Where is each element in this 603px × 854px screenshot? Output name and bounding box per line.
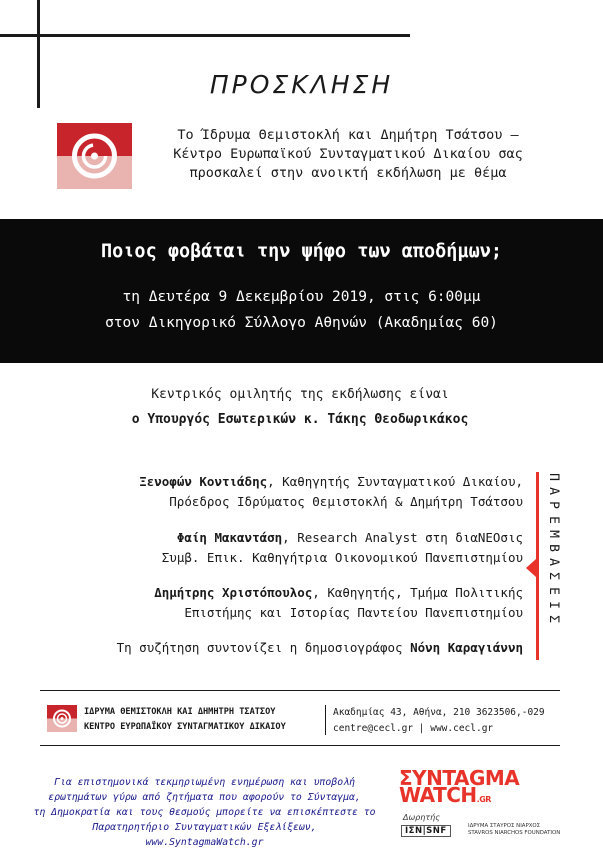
moderator-name: Νόνη Καραγιάννη (410, 640, 523, 655)
panel-label-letter: Β (546, 544, 562, 553)
footer-divider (325, 705, 326, 735)
donor-label: Δωρητής (403, 813, 440, 822)
panel-label-letter: Ι (546, 601, 562, 609)
intro-text (138, 126, 558, 183)
intro-line-1: Το Ίδρυμα Θεμιστοκλή και Δημήτρη Τσάτσου – (177, 127, 519, 143)
panel-label-letter: Α (546, 558, 562, 567)
panelist-name: Φαίη Μακαντάση (176, 530, 283, 545)
event-heading: Ποιος φοβάται την ψήφο των αποδήμων; (101, 241, 502, 262)
panel-label-letter: Ρ (546, 501, 562, 510)
note-line-2: ερωτημάτων γύρω από ζητήματα που αφορούν το Σύνταγμα, (48, 792, 361, 803)
snf-name (468, 823, 560, 837)
keynote-speaker: ο Υπουργός Εσωτερικών κ. Τάκης Θεοδωρικάκος (131, 412, 469, 427)
footer-org-line-1: ΙΔΡΥΜΑ ΘΕΜΙΣΤΟΚΛΗ ΚΑΙ ΔΗΜΗΤΡΗ ΤΣΑΤΣΟΥ (84, 707, 276, 717)
panel-label-letter: Ε (546, 586, 562, 595)
panel-red-arrow (526, 559, 536, 577)
panel-red-bar (536, 472, 539, 660)
panelist-role: , Καθηγητής, Τμήμα Πολιτικής (312, 585, 523, 600)
sw-line-2: WATCH (399, 783, 477, 807)
moderator-line (53, 638, 523, 658)
event-banner (0, 219, 603, 363)
footer-address: Ακαδημίας 43, Αθήνα, 210 3623506,-029 (333, 707, 545, 718)
moderator-text: Τη συζήτηση συντονίζει η δημοσιογράφος (116, 640, 411, 655)
panel-vertical-label (545, 470, 561, 626)
note-line-4: Παρατηρητήριο Συνταγματικών Εξελίξεων, www.SyntagmaWatch.gr (92, 822, 317, 848)
snf-line-1: ΙΔΡΥΜΑ ΣΤΑΥΡΟΣ ΝΙΑΡΧΟΣ (468, 823, 541, 829)
keynote-intro: Κεντρικός ομιλητής της εκδήλωσης είναι (151, 387, 449, 402)
panelist-3 (53, 583, 523, 623)
intro-line-2: Κέντρο Ευρωπαϊκού Συνταγματικού Δικαίου σας (173, 146, 523, 162)
panelist-1 (53, 472, 523, 512)
panel-label-letter: Α (546, 487, 562, 496)
footer-contact (333, 705, 545, 737)
snf-line-2: STAVROS NIARCHOS FOUNDATION (468, 830, 561, 836)
panelist-role-line2: Συμβ. Επικ. Καθηγήτρια Οικονομικού Πανεπιστημίου (161, 550, 523, 565)
sw-suffix: .GR (476, 795, 491, 804)
footer-bottom-rule (40, 745, 560, 746)
panel-label-letter: Π (546, 473, 562, 482)
footer-top-rule (40, 690, 560, 691)
panelist-role-line2: Πρόεδρος Ιδρύματος Θεμιστοκλή & Δημήτρη Τσάτσου (169, 494, 523, 509)
panel-label-letter: Μ (546, 529, 562, 538)
panelist-name: Ξενοφών Κοντιάδης (139, 474, 268, 489)
snf-logo: ΙΣΝ|SNF (401, 825, 451, 837)
panel-label-letter: Ε (546, 515, 562, 524)
panel-label-letter: Σ (546, 615, 562, 624)
event-venue: στον Δικηγορικό Σύλλογο Αθηνών (Ακαδημίας 60) (105, 315, 498, 331)
footer-web: centre@cecl.gr | www.cecl.gr (333, 723, 494, 734)
panelist-role-line2: Επιστήμης και Ιστορίας Παντείου Πανεπιστημίου (184, 605, 523, 620)
footer-org-name (84, 705, 286, 735)
panel-label-letter: Σ (546, 572, 562, 581)
panelist-role: , Research Analyst στη διαΝΕΟσις (282, 530, 523, 545)
note-line-3: τη Δημοκρατία και τους θεσμούς μπορείτε να επισκέπτεστε το (33, 807, 376, 818)
event-date: τη Δευτέρα 9 Δεκεμβρίου 2019, στις 6:00μμ (122, 289, 481, 305)
sw-line-1: ΣYNTAGMA (399, 766, 520, 790)
foundation-logo (57, 123, 132, 189)
intro-line-3: προσκαλεί στην ανοικτή εκδήλωση με θέμα (189, 165, 507, 181)
syntagmawatch-logo (399, 766, 520, 808)
panelist-2 (53, 528, 523, 568)
footer-org-line-2: ΚΕΝΤΡΟ ΕΥΡΩΠΑΪΚΟΥ ΣΥΝΤΑΓΜΑΤΙΚΟΥ ΔΙΚΑΙΟΥ (84, 722, 286, 732)
top-rule (0, 34, 410, 37)
page-title: ΠΡΟΣΚΛΗΣΗ (209, 70, 394, 99)
panelist-role: , Καθηγητής Συνταγματικού Δικαίου, (267, 474, 523, 489)
panelist-name: Δημήτρης Χριστόπουλος (154, 585, 313, 600)
syntagmawatch-note (32, 775, 377, 850)
note-line-1: Για επιστημονικά τεκμηριωμένη ενημέρωση και υποβολή (54, 777, 355, 788)
footer-logo (47, 705, 77, 732)
